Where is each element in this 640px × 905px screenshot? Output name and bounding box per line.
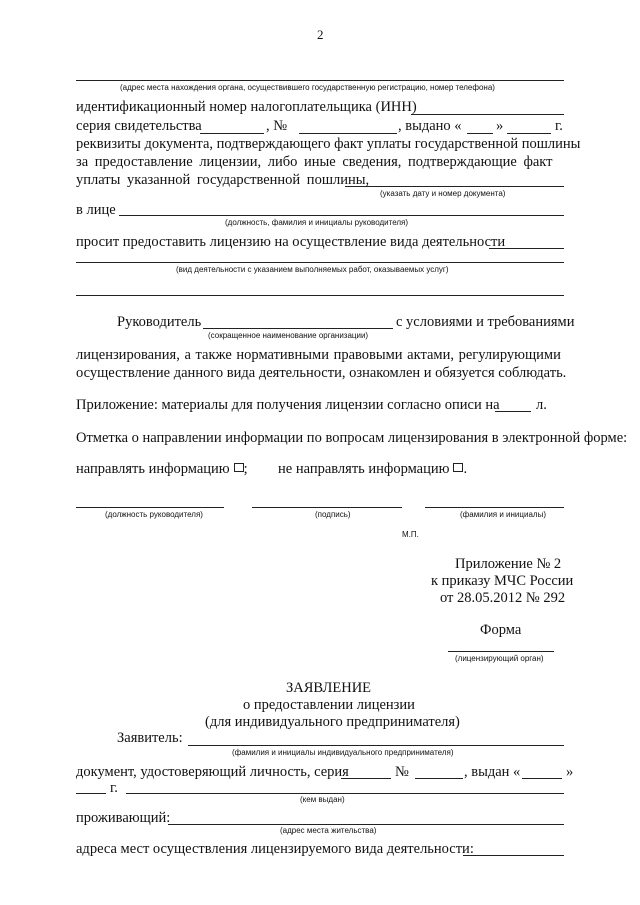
position-sign-field[interactable]	[76, 507, 224, 508]
activity-caption: (вид деятельности с указанием выполняемых работ, оказываемых услуг)	[176, 265, 449, 274]
no-send-info-label: не направлять информацию	[278, 461, 450, 477]
electronic-note: Отметка о направлении информации по вопросам лицензирования в электронной форме:	[76, 430, 628, 446]
no-send-info-sep: .	[463, 461, 468, 477]
applicant-caption: (фамилия и инициалы индивидуального предпринимателя)	[232, 748, 454, 757]
cert-year-suffix: г.	[555, 118, 563, 134]
issued-by-field[interactable]	[126, 793, 564, 794]
send-info-sep: ;	[243, 461, 248, 477]
id-year-suffix: г.	[110, 780, 118, 796]
application-title: ЗАЯВЛЕНИЕ	[286, 680, 372, 696]
payment-line-2: за предоставление лицензии, либо иные сведения, подтверждающие факт	[76, 154, 553, 170]
licensing-authority-field[interactable]	[448, 651, 554, 652]
request-line: просит предоставить лицензию на осуществление вида деятельности	[76, 234, 506, 250]
appendix-line-1: Приложение № 2	[455, 556, 562, 572]
org-address-caption: (адрес места нахождения органа, осуществившего государственную регистрацию, номер телефона)	[120, 83, 495, 92]
head-label: Руководитель	[117, 314, 202, 330]
send-info-label: направлять информацию	[76, 461, 230, 477]
send-info-checkbox[interactable]	[234, 463, 244, 472]
attachment-line: Приложение: материалы для получения лицензии согласно описи на	[76, 397, 500, 413]
payment-line-3: уплаты указанной государственной пошлины,	[76, 172, 370, 188]
appendix-line-3: от 28.05.2012 № 292	[440, 590, 566, 606]
activity-field-1[interactable]	[489, 248, 564, 249]
residence-caption: (адрес места жительства)	[280, 826, 377, 835]
attachment-pages-field[interactable]	[495, 411, 531, 412]
id-doc-label: документ, удостоверяющий личность, серия	[76, 764, 349, 780]
id-number-field[interactable]	[415, 778, 463, 779]
sign-caption-signature: (подпись)	[315, 510, 351, 519]
applicant-field[interactable]	[188, 745, 564, 746]
cert-series-label: серия свидетельства	[76, 118, 202, 134]
cert-day-field[interactable]	[467, 133, 493, 134]
org-name-caption: (сокращенное наименование организации)	[208, 331, 369, 340]
id-quote-close: »	[566, 764, 574, 780]
person-field[interactable]	[119, 215, 564, 216]
org-name-field[interactable]	[203, 328, 393, 329]
cert-series-field[interactable]	[200, 133, 264, 134]
cert-month-field[interactable]	[507, 133, 551, 134]
id-series-field[interactable]	[341, 778, 391, 779]
applicant-label: Заявитель:	[117, 730, 183, 746]
attachment-suffix: л.	[536, 397, 547, 413]
send-info-option	[76, 462, 248, 477]
activity-addresses-label: адреса мест осуществления лицензируемого вида деятельности:	[76, 841, 474, 857]
cert-issued-label: , выдано «	[398, 118, 462, 134]
no-send-info-checkbox[interactable]	[453, 463, 463, 472]
issued-by-caption: (кем выдан)	[300, 795, 345, 804]
signature-field[interactable]	[252, 507, 402, 508]
in-person-label: в лице	[76, 202, 116, 218]
payment-field[interactable]	[345, 186, 564, 187]
inn-label: идентификационный номер налогоплательщика (ИНН)	[76, 99, 417, 115]
cert-number-label: , №	[266, 118, 288, 134]
name-sign-field[interactable]	[425, 507, 564, 508]
licensing-line-1: лицензирования, а также нормативными правовыми актами, регулирующими	[76, 347, 561, 363]
licensing-line-2: осуществление данного вида деятельности, ознакомлен и обязуется соблюдать.	[76, 365, 567, 381]
payment-line-1: реквизиты документа, подтверждающего факт уплаты государственной пошлины	[76, 136, 581, 152]
application-subtitle-1: о предоставлении лицензии	[243, 697, 415, 713]
no-send-info-option	[278, 462, 467, 477]
stamp-label: М.П.	[402, 530, 419, 539]
id-number-label: №	[395, 764, 409, 780]
conditions-text: с условиями и требованиями	[396, 314, 575, 330]
cert-quote-close: »	[496, 118, 504, 134]
person-caption: (должность, фамилия и инициалы руководителя)	[225, 218, 409, 227]
appendix-line-2: к приказу МЧС России	[431, 573, 574, 589]
application-subtitle-2: (для индивидуального предпринимателя)	[205, 714, 460, 730]
id-day-field[interactable]	[522, 778, 562, 779]
sign-caption-position: (должность руководителя)	[105, 510, 203, 519]
activity-field-2[interactable]	[76, 262, 564, 263]
cert-number-field[interactable]	[299, 133, 397, 134]
inn-field[interactable]	[411, 114, 564, 115]
form-label: Форма	[480, 622, 522, 638]
sign-caption-name: (фамилия и инициалы)	[460, 510, 546, 519]
page-number: 2	[317, 27, 324, 42]
activity-field-3[interactable]	[76, 295, 564, 296]
id-issued-label: , выдан «	[464, 764, 521, 780]
authority-caption: (лицензирующий орган)	[455, 654, 544, 663]
residence-field[interactable]	[168, 824, 564, 825]
activity-addresses-field[interactable]	[463, 855, 564, 856]
residing-label: проживающий:	[76, 810, 171, 826]
id-month-field[interactable]	[76, 793, 106, 794]
org-address-field[interactable]	[76, 80, 564, 81]
payment-caption: (указать дату и номер документа)	[380, 189, 506, 198]
